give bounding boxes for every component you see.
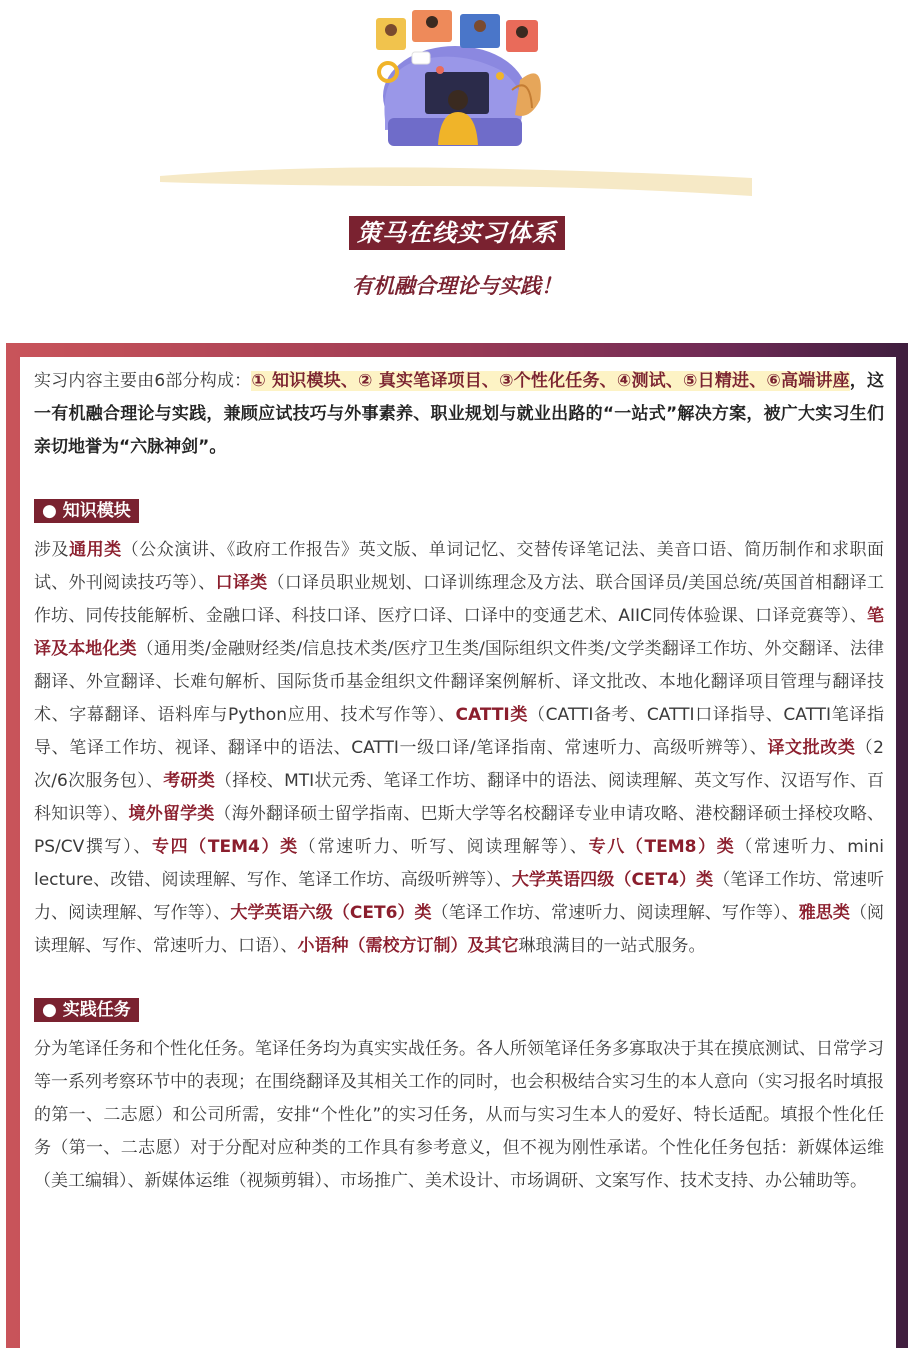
hero-banner xyxy=(0,0,914,330)
person-icon xyxy=(448,90,468,110)
category-description: （海外翻译硕士留学指南、巴斯大学等名校翻译专业申请攻略、港校翻译硕士择校攻略、PS/CV撰写）、 xyxy=(34,804,885,857)
page-subtitle: 有机融合理论与实践！ xyxy=(352,274,562,298)
practice-section-heading: ● 实践任务 xyxy=(34,998,139,1022)
category-keyword: 译文批改类 xyxy=(767,738,856,758)
category-keyword: 雅思类 xyxy=(798,903,850,923)
category-keyword: 大学英语六级（CET6）类 xyxy=(230,903,432,923)
category-description: （笔译工作坊、常速听力、阅读理解、写作等）、 xyxy=(34,870,885,923)
category-description: 涉及 xyxy=(34,540,70,560)
practice-paragraph: 分为笔译任务和个性化任务。笔译任务均为真实实战任务。各人所领笔译任务多寡取决于其在摸底测试、日常学习等一系列考察环节中的表现；在围绕翻译及其相关工作的同时，也会积极结合实习生的本人意向（实习报名时填报的第一、二志愿）和公司所需，安排“个性化”的实习任务，从而与实习生本人的爱好、特长适配。填报个性化任务（第一、二志愿）对于分配对应种类的工作具有参考意义，但不视为刚性承诺。个性化任务包括：新媒体运维（美工编辑）、新媒体运维（视频剪辑）、市场推广、美术设计、市场调研、文案写作、技术支持、办公辅助等。 xyxy=(34,1039,884,1191)
category-keyword: 小语种（需校方订制）及其它 xyxy=(297,936,519,956)
category-description: 琳琅满目的一站式服务。 xyxy=(518,936,706,956)
category-keyword: 境外留学类 xyxy=(128,804,215,824)
page-title: 策马在线实习体系 xyxy=(349,216,565,250)
category-keyword: 通用类 xyxy=(69,540,122,560)
category-description: （2次/6次服务包）、 xyxy=(34,738,885,791)
category-description: （笔译工作坊、常速听力、阅读理解、写作等）、 xyxy=(431,903,799,923)
category-description: （择校、MTI状元秀、笔译工作坊、翻译中的语法、阅读理解、英文写作、汉语写作、百科知识等）、 xyxy=(34,771,885,824)
content-panel xyxy=(20,357,896,1357)
knowledge-paragraph xyxy=(34,534,884,963)
category-description: （常速听力、mini lecture、改错、阅读理解、写作、笔译工作坊、高级听辨等）、 xyxy=(34,837,885,890)
intro-highlight: ① 知识模块、② 真实笔译项目、③个性化任务、④测试、⑤日精进、⑥高端讲座 xyxy=(251,371,850,391)
category-description: （阅读理解、写作、常速听力、口语）、 xyxy=(34,903,885,956)
category-keyword: 专八（TEM8）类 xyxy=(588,837,736,857)
intro-lead: 实习内容主要由6部分构成： xyxy=(34,371,252,391)
knowledge-section-heading: ● 知识模块 xyxy=(34,499,139,523)
category-keyword: 口译类 xyxy=(215,573,268,593)
category-description: （公众演讲、《政府工作报告》英文版、单词记忆、交替传译笔记法、美音口语、简历制作和求职面试、外刊阅读技巧等）、 xyxy=(34,540,884,593)
intro-rest: ，这一有机融合理论与实践，兼顾应试技巧与外事素养、职业规划与就业出路的“一站式”解决方案，被广大实习生们亲切地誉为“六脉神剑”。 xyxy=(34,371,884,457)
brush-stroke-decoration xyxy=(160,167,752,196)
category-description: （通用类/金融财经类/信息技术类/医疗卫生类/国际组织文件类/文学类翻译工作坊、外交翻译、法律翻译、外宣翻译、长难句解析、国际货币基金组织文件翻译案例解析、译文批改、本地化翻译项目管理与翻译技术、字幕翻译、语料库与Python应用、技术写作等）、 xyxy=(34,639,885,725)
category-keyword: 笔译及本地化类 xyxy=(34,606,884,659)
content-frame xyxy=(6,343,908,1348)
category-description: （CATTI备考、CATTI口译指导、CATTI笔译指导、笔译工作坊、视译、翻译中的语法、CATTI一级口译/笔译指南、常速听力、高级听辨等）、 xyxy=(34,705,884,758)
category-description: （口译员职业规划、口译训练理念及方法、联合国译员/美国总统/英国首相翻译工作坊、同传技能解析、金融口译、科技口译、医疗口译、口译中的变通艺术、AIIC同传体验课、口译竞赛等）、 xyxy=(34,573,884,626)
category-keyword: 专四（TEM4）类 xyxy=(151,837,299,857)
intro-paragraph xyxy=(34,365,884,464)
category-keyword: CATTI类 xyxy=(455,705,529,725)
category-keyword: 考研类 xyxy=(163,771,216,791)
category-keyword: 大学英语四级（CET4）类 xyxy=(511,870,714,890)
category-description: （常速听力、听写、阅读理解等）、 xyxy=(298,837,589,857)
